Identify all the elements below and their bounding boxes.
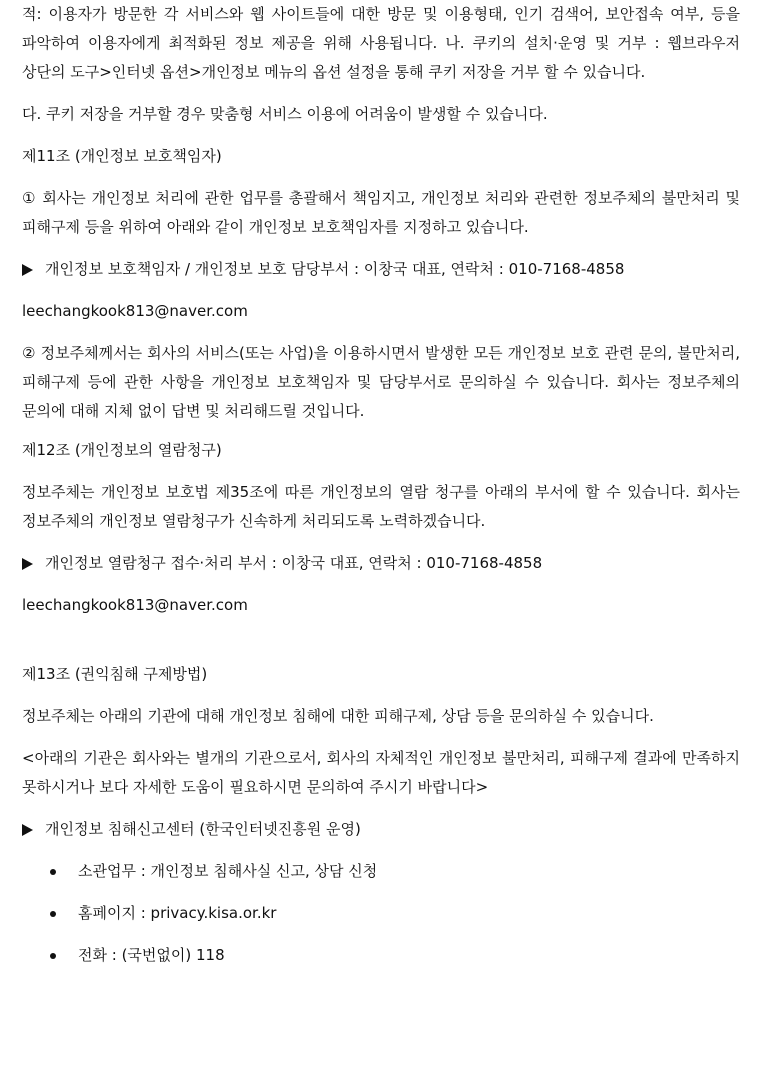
triangle-bullet-icon <box>22 558 33 570</box>
list-item <box>22 941 740 970</box>
article-11-paragraph-2: ② 정보주체께서는 회사의 서비스(또는 사업)을 이용하시면서 발생한 모든 개인정보 보호 관련 문의, 불만처리, 피해구제 등에 관한 사항을 개인정보 보호책임자 및 담당부서로 문의하실 수 있습니다. 회사는 정보주체의 문의에 대해 지체 없이 답변 및 처리해드릴 것입니다. <box>22 344 740 420</box>
article-13-title: 제13조 (권익침해 구제방법) <box>22 665 208 683</box>
list-item <box>22 899 740 928</box>
bullet-dot-icon <box>50 953 56 959</box>
article-11-title: 제11조 (개인정보 보호책임자) <box>22 147 222 165</box>
article-12-contact-text: 개인정보 열람청구 접수·처리 부서 : 이창국 대표, 연락처 : 010-7168-4858 <box>45 554 543 572</box>
bullet-dot-icon <box>50 869 56 875</box>
intro-paragraph: 적: 이용자가 방문한 각 서비스와 웹 사이트들에 대한 방문 및 이용형태, 인기 검색어, 보안접속 여부, 등을 파악하여 이용자에게 최적화된 정보 제공을 위해 사용됩니다. 나. 쿠키의 설치·운영 및 거부 : 웹브라우저 상단의 도구>인터넷 옵션>개인정보 메뉴의 옵션 설정을 통해 쿠키 저장을 거부 할 수 있습니다. <box>22 5 740 81</box>
list-item-text: 홈페이지 : privacy.kisa.or.kr <box>78 904 277 922</box>
article-11-contact <box>22 255 740 284</box>
article-12-title: 제12조 (개인정보의 열람청구) <box>22 441 222 459</box>
bullet-dot-icon <box>50 911 56 917</box>
article-11-paragraph-1: ① 회사는 개인정보 처리에 관한 업무를 총괄해서 책임지고, 개인정보 처리와 관련한 정보주체의 불만처리 및 피해구제 등을 위하여 아래와 같이 개인정보 보호책임자를 지정하고 있습니다. <box>22 189 740 236</box>
article-13-paragraph-1: 정보주체는 아래의 기관에 대해 개인정보 침해에 대한 피해구제, 상담 등을 문의하실 수 있습니다. <box>22 707 654 725</box>
article-12-contact <box>22 549 740 578</box>
list-item-text: 전화 : (국번없이) 118 <box>78 946 225 964</box>
cookie-refusal-paragraph: 다. 쿠키 저장을 거부할 경우 맞춤형 서비스 이용에 어려움이 발생할 수 있습니다. <box>22 105 548 123</box>
list-item <box>22 857 740 886</box>
article-12-paragraph-1: 정보주체는 개인정보 보호법 제35조에 따른 개인정보의 열람 청구를 아래의 부서에 할 수 있습니다. 회사는 정보주체의 개인정보 열람청구가 신속하게 처리되도록 노력하겠습니다. <box>22 483 740 530</box>
article-11-contact-text: 개인정보 보호책임자 / 개인정보 보호 담당부서 : 이창국 대표, 연락처 : 010-7168-4858 <box>45 260 625 278</box>
article-11-email: leechangkook813@naver.com <box>22 302 248 320</box>
article-13-center-text: 개인정보 침해신고센터 (한국인터넷진흥원 운영) <box>45 820 361 838</box>
triangle-bullet-icon <box>22 264 33 276</box>
list-item-text: 소관업무 : 개인정보 침해사실 신고, 상담 신청 <box>78 862 378 880</box>
article-13-paragraph-2: <아래의 기관은 회사와는 별개의 기관으로서, 회사의 자체적인 개인정보 불만처리, 피해구제 결과에 만족하지 못하시거나 보다 자세한 도움이 필요하시면 문의하여 주시기 바랍니다> <box>22 749 740 796</box>
article-12-email: leechangkook813@naver.com <box>22 596 248 614</box>
article-13-center <box>22 815 740 844</box>
triangle-bullet-icon <box>22 824 33 836</box>
policy-document <box>22 0 740 970</box>
